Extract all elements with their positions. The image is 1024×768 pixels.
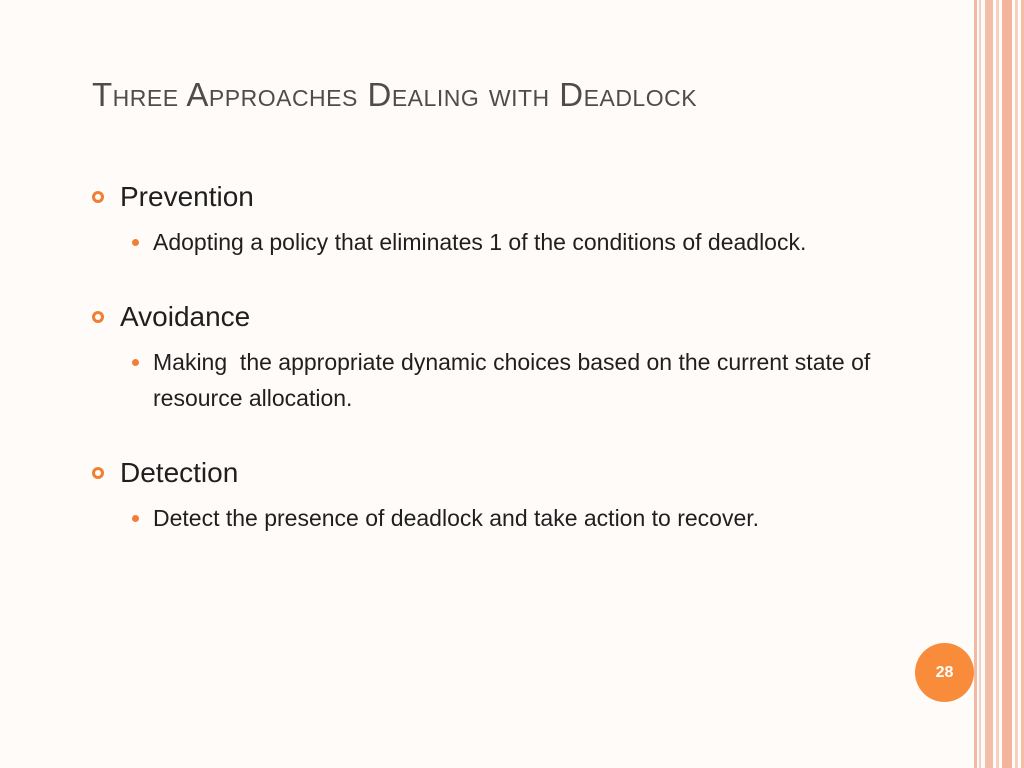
stripe [979, 0, 981, 768]
ring-bullet-icon [92, 467, 104, 479]
bullet-level-1 [90, 178, 940, 216]
page-number-badge: 28 [915, 643, 974, 702]
bullet-detail: Detect the presence of deadlock and take action to recover. [153, 505, 760, 531]
stripe [1002, 0, 1012, 768]
section-prevention [90, 178, 940, 260]
section-avoidance [90, 298, 940, 416]
stripe [974, 0, 977, 768]
bullet-level-2 [132, 224, 940, 260]
decorative-stripes [974, 0, 1024, 768]
section-detection [90, 454, 940, 536]
bullet-level-2 [132, 500, 940, 536]
bullet-detail: Making the appropriate dynamic choices based on the current state of resource allocation. [153, 349, 877, 411]
stripe [985, 0, 993, 768]
bullet-detail: Adopting a policy that eliminates 1 of the conditions of deadlock. [153, 229, 807, 255]
bullet-level-2 [132, 344, 940, 416]
bullet-list [90, 178, 940, 574]
bullet-level-1 [90, 298, 940, 336]
dot-bullet-icon [132, 515, 139, 522]
bullet-heading: Prevention [120, 181, 254, 212]
stripe [996, 0, 999, 768]
bullet-level-1 [90, 454, 940, 492]
ring-bullet-icon [92, 191, 104, 203]
bullet-heading: Avoidance [120, 301, 251, 332]
stripe [1015, 0, 1018, 768]
ring-bullet-icon [92, 311, 104, 323]
dot-bullet-icon [132, 239, 139, 246]
slide-title: Three Approaches Dealing with Deadlock [92, 76, 698, 113]
dot-bullet-icon [132, 359, 139, 366]
bullet-heading: Detection [120, 457, 239, 488]
